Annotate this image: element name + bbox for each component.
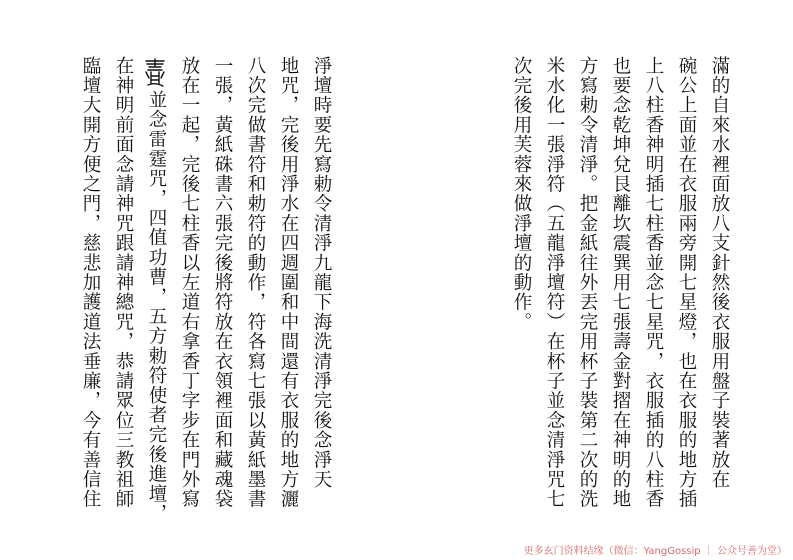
- text-column-left-3: 八次完做書符和勅符的動作，符各寫七張以黃紙墨書: [245, 56, 266, 510]
- text-column-right-3: 上八柱香神明插七柱香並念七星咒，衣服插的八柱香: [643, 56, 664, 510]
- text-column-right-2: 碗公上面並在衣服兩旁開七星燈，也在衣服的地方插: [676, 56, 697, 510]
- text-column-left-4: 一張，黃紙硃書六張完後將符放在衣領裡面和藏魂袋: [212, 56, 233, 510]
- text-column-left-5: 放在一起，完後七柱香以左道右拿香丁字步在門外寫: [179, 56, 200, 510]
- text-column-left-8: 臨壇大開方便之門，慈悲加護道法垂廉，今有善信住: [80, 56, 101, 510]
- text-column-left-2: 地咒，完後用淨水在四週圍和中間還有衣服的地方灑: [278, 56, 299, 510]
- text-column-left-7: 在神明前面念請神咒跟請神總咒，恭請眾位三教祖師: [113, 56, 134, 510]
- text-column-left-6: 並念雷霆咒，四值功曹，五方勅符使者完後進壇，: [146, 90, 167, 524]
- text-column-right-5: 方寫勅令清淨。把金紙往外丟完用杯子裝第二次的洗: [577, 56, 598, 510]
- text-column-right-1: 滿的自來水裡面放八支針然後衣服用盤子裝著放在: [709, 56, 730, 490]
- text-column-right-7: 次完後用芙蓉來做淨壇的動作。: [511, 56, 532, 332]
- talisman-glyph-icon: [143, 58, 167, 88]
- text-column-right-4: 也要念乾坤兌艮離坎震巽用七張壽金對摺在神明的地: [610, 56, 631, 510]
- text-column-right-6: 米水化一張淨符（五龍淨壇符）在杯子並念清淨咒七: [544, 56, 565, 510]
- text-column-left-1: 淨壇時要先寫勅令清淨九龍下海洗清淨完後念淨天: [311, 56, 332, 490]
- footer-watermark: 更多玄门资料结缘（微信：YangGossip ｜ 公众号善为堂）: [523, 546, 787, 557]
